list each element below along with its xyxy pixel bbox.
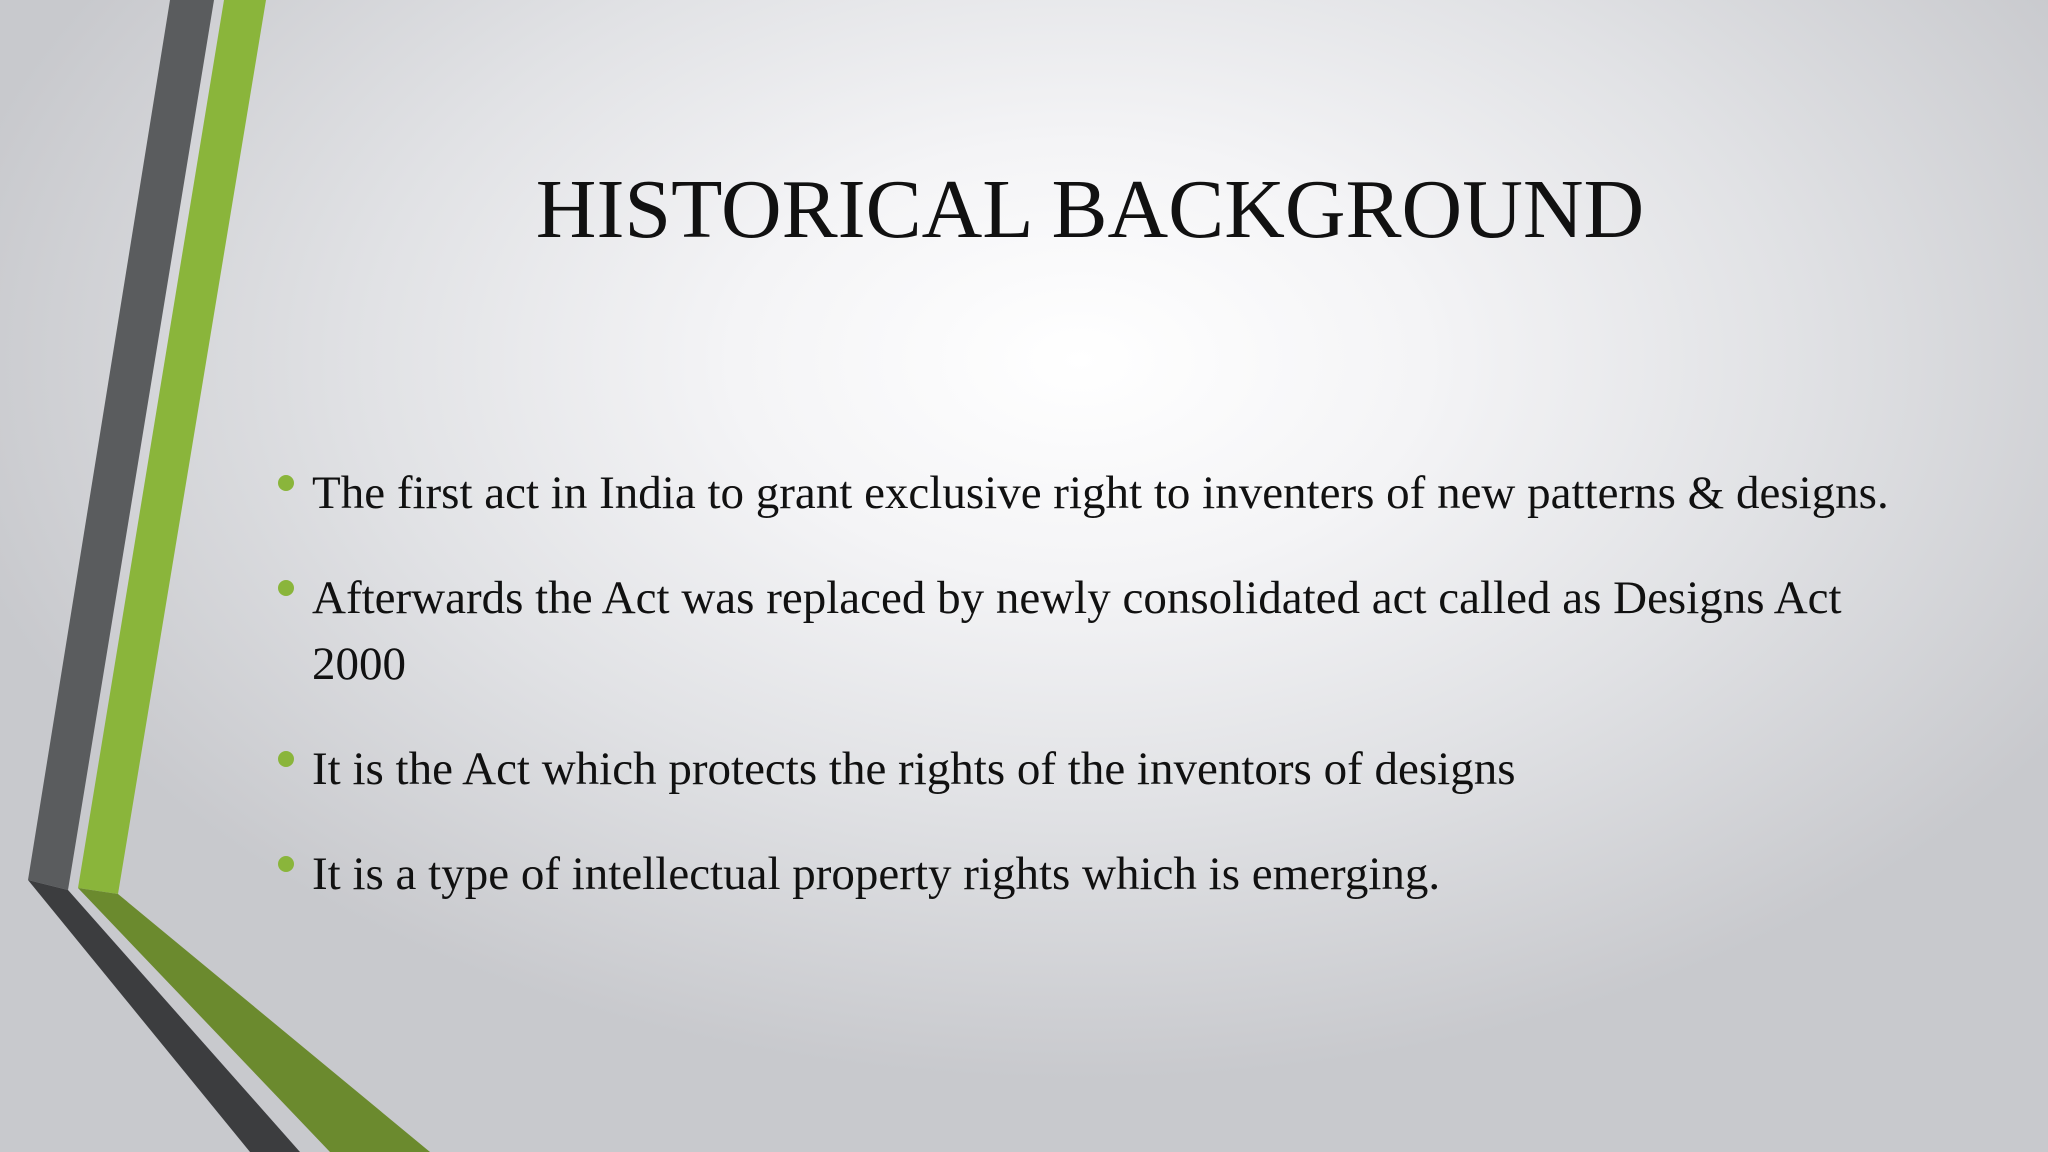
bullet-dot-icon xyxy=(278,475,294,491)
bullet-list xyxy=(276,460,1936,907)
bullet-text: It is the Act which protects the rights of the inventors of designs xyxy=(312,743,1516,795)
bullet-item xyxy=(276,841,1936,907)
bullet-item xyxy=(276,565,1936,697)
bullet-item xyxy=(276,736,1936,802)
slide-title: HISTORICAL BACKGROUND xyxy=(535,163,1645,256)
bullet-dot-icon xyxy=(278,856,294,872)
bullet-dot-icon xyxy=(278,580,294,596)
bullet-text: The first act in India to grant exclusive right to inventers of new patterns & designs. xyxy=(312,467,1889,519)
bullet-text: It is a type of intellectual property rights which is emerging. xyxy=(312,848,1441,900)
bullet-dot-icon xyxy=(278,751,294,767)
bullet-item xyxy=(276,460,1936,526)
bullet-text: Afterwards the Act was replaced by newly consolidated act called as Designs Act 2000 xyxy=(312,572,1842,690)
